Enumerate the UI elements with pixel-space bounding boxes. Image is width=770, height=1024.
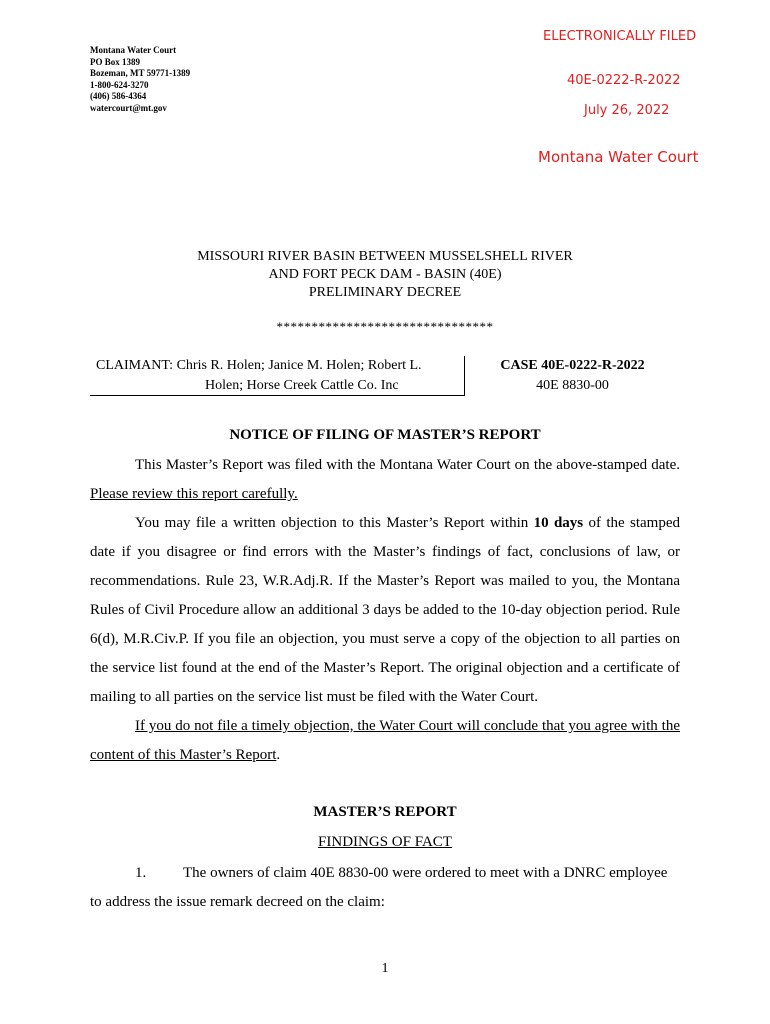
text: of the stamped date if you disagree or find errors with the Master’s findings of fact, conclusions of law, or recommendations. Rule 23, W.R.Adj.R. If the Master’s Report was mailed to you, the Montana Rules of Civil Procedure allow an additional 3 days be added to the 10-day objection period. Rule 6(d), M.R.Civ.P. If you file an objection, you must serve a copy of the objection to all parties on the service list found at the end of the Master’s Report. The original objection and a certificate of mailing to all parties on the service list must be filed with the Water Court. — [90, 515, 680, 705]
stamp-case-number: 40E-0222-R-2022 — [567, 73, 681, 88]
timely-objection-warning: If you do not file a timely objection, the Water Court will conclude that you agree with the content of this Master’s Report — [90, 718, 680, 763]
address-line: (406) 586-4364 — [90, 91, 147, 101]
basin-line: MISSOURI RIVER BASIN BETWEEN MUSSELSHELL RIVER — [197, 249, 573, 264]
case-number: CASE 40E-0222-R-2022 — [500, 358, 645, 373]
stamp-date: July 26, 2022 — [584, 103, 670, 118]
text: . — [276, 747, 281, 763]
review-warning: Please review this report carefully. — [90, 486, 298, 502]
basin-line: AND FORT PECK DAM - BASIN (40E) — [268, 267, 502, 282]
stamp-court: Montana Water Court — [538, 148, 699, 166]
address-email: watercourt@mt.gov — [90, 102, 167, 113]
stamp-title: ELECTRONICALLY FILED — [543, 29, 697, 44]
finding-number: 1. — [135, 865, 147, 881]
notice-paragraph — [90, 451, 680, 509]
masters-report-title: MASTER’S REPORT — [313, 804, 457, 820]
separator: ******************************* — [276, 319, 494, 334]
basin-heading — [90, 248, 680, 302]
objection-deadline: 10 days — [533, 515, 584, 531]
notice-paragraph — [90, 509, 680, 712]
address-line: Montana Water Court — [90, 45, 177, 55]
decree-title: PRELIMINARY DECREE — [308, 285, 462, 300]
claim-number: 40E 8830-00 — [536, 378, 609, 393]
claimant-line: CLAIMANT: Chris R. Holen; Janice M. Holen; Robert L. — [96, 358, 422, 373]
court-address-block — [90, 45, 190, 114]
notice-paragraph — [90, 712, 680, 770]
claimant-caption — [90, 356, 465, 396]
address-line: PO Box 1389 — [90, 56, 141, 67]
findings-of-fact-title: FINDINGS OF FACT — [318, 834, 452, 850]
notice-title: NOTICE OF FILING OF MASTER’S REPORT — [229, 427, 541, 443]
address-line: 1-800-624-3270 — [90, 79, 149, 90]
finding-text: The owners of claim 40E 8830-00 were ordered to meet with a DNRC employee to address the issue remark decreed on the claim: — [90, 865, 668, 910]
claimant-line: Holen; Horse Creek Cattle Co. Inc — [205, 378, 399, 393]
page-number: 1 — [381, 961, 389, 976]
text: You may file a written objection to this Master’s Report within — [135, 515, 534, 531]
address-line: Bozeman, MT 59771-1389 — [90, 68, 191, 78]
text: This Master’s Report was filed with the Montana Water Court on the above-stamped date. — [135, 457, 680, 473]
finding-item — [90, 859, 680, 917]
case-caption — [470, 356, 675, 396]
notice-body — [90, 451, 680, 770]
